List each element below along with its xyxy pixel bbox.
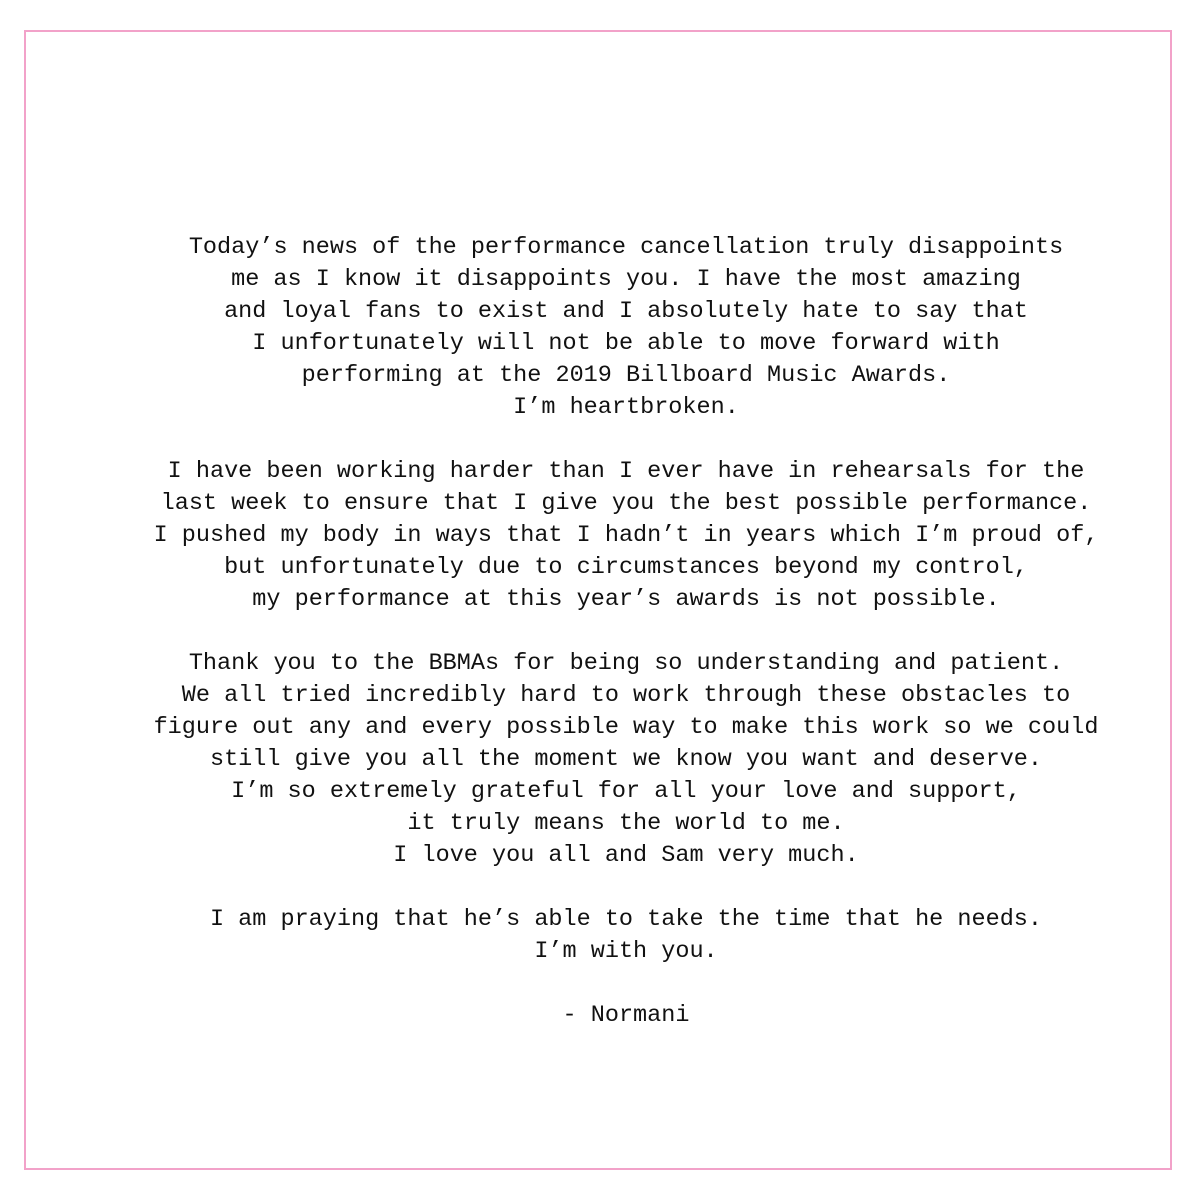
paragraph-thanks <box>26 648 1200 872</box>
paragraph-rehearsals <box>26 456 1200 616</box>
paragraph-spacer <box>26 872 1200 904</box>
statement-line: I pushed my body in ways that I hadn’t in years which I’m proud of, <box>153 522 1099 549</box>
statement-line: but unfortunately due to circumstances beyond my control, <box>224 554 1028 581</box>
paragraph-spacer <box>26 616 1200 648</box>
statement-line: I have been working harder than I ever have in rehearsals for the <box>167 458 1085 485</box>
statement-line: and loyal fans to exist and I absolutely hate to say that <box>224 298 1028 325</box>
statement-line: We all tried incredibly hard to work through these obstacles to <box>181 682 1071 709</box>
statement-line: still give you all the moment we know you want and deserve. <box>209 746 1043 773</box>
signature-block <box>26 1000 1200 1032</box>
statement-body <box>26 232 1200 1032</box>
statement-line: me as I know it disappoints you. I have the most amazing <box>231 266 1021 293</box>
paragraph-announcement <box>26 232 1200 424</box>
statement-line: I am praying that he’s able to take the time that he needs. <box>209 906 1043 933</box>
statement-line: my performance at this year’s awards is not possible. <box>252 586 1000 613</box>
statement-line: performing at the 2019 Billboard Music Awards. <box>301 362 951 389</box>
statement-line: Today’s news of the performance cancellation truly disappoints <box>188 234 1064 261</box>
signature: - Normani <box>562 1002 690 1029</box>
statement-line: I love you all and Sam very much. <box>393 842 859 869</box>
statement-line: Thank you to the BBMAs for being so understanding and patient. <box>188 650 1064 677</box>
statement-line: I’m heartbroken. <box>513 394 739 421</box>
paragraph-prayer <box>26 904 1200 968</box>
paragraph-spacer <box>26 424 1200 456</box>
statement-line: it truly means the world to me. <box>407 810 845 837</box>
statement-line: I unfortunately will not be able to move forward with <box>252 330 1000 357</box>
paragraph-spacer <box>26 968 1200 1000</box>
statement-frame <box>24 30 1172 1170</box>
statement-line: last week to ensure that I give you the best possible performance. <box>160 490 1092 517</box>
statement-line: figure out any and every possible way to make this work so we could <box>153 714 1099 741</box>
statement-line: I’m so extremely grateful for all your love and support, <box>231 778 1021 805</box>
statement-line: I’m with you. <box>534 938 718 965</box>
